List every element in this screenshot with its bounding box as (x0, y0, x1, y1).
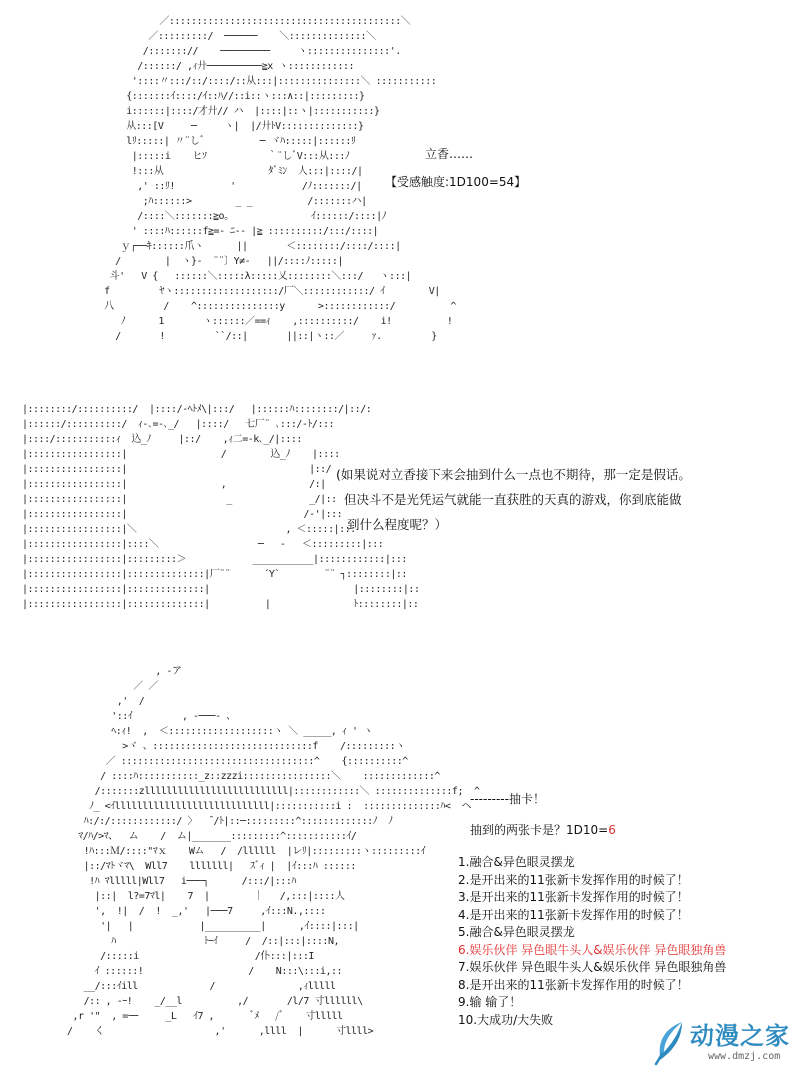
gacha-option: 4.是开出来的11张新卡发挥作用的时候了！ (458, 907, 689, 922)
ascii-art-panel-2: |::::::::/::::::::::/ |::::/-ﾍﾄﾒ\|:::/ |::::::ﾊ::::::::/|::/: |::::::/::::::::::/ ｨ-､=-､_/ |::::/ 七厂¨ ､:::/-ﾄ/::: |::::/:::::::::::ｨ 込_ﾉ |::/ ,ｨ二=-k､_/|:::: |:::::::::::::::::| / 込_ﾉ |:::: |:::::::::::::::::| |::/ |:::::::::::::::::| , /:| |:::::::::::::::::| _ _/|:: |:::::::::::::::::| /-'|::: |:::::::::::::::::|＼ , ＜:::::|::: |:::::::::::::::::|::::＼ ─ - ＜:::::::::|::: |:::::::::::::::::|:::::::::＞ ___________|::::::::::::|::: |:::::::::::::::::|::::::::::::::|厂¨¨ ´Y` ¨¨ ┐::::::::|:: |:::::::::::::::::|::::::::::::::| |::::::::|:: |:::::::::::::::::|::::::::::::::| | ﾄ::::::::|:: (22, 404, 420, 610)
dice-roll-line: 【受感触度:1D100=54】 (385, 175, 527, 189)
gacha-option: 5.融合&异色眼灵摆龙 (458, 925, 575, 939)
gacha-block (458, 790, 726, 1029)
feather-logo-icon (652, 1020, 688, 1066)
inner-monologue (336, 462, 691, 537)
gacha-option: 2.是开出来的11张新卡发挥作用的时候了！ (458, 872, 689, 887)
gacha-option: 7.娱乐伙伴 异色眼牛头人&娱乐伙伴 异色眼独角兽 (458, 960, 727, 974)
ascii-art-panel-3: , -ア ／ ／ ,' / '::ｲ , -───- 、 ﾍ:ｨ! , ＜:::::::::::::::::::ヽ ＼ _____, ｨ ' ヽ >ヾ 、:::::::::::::::::::::::::::::f /:::::::::ヽ ／ :::::::::::::::::::::::::::::::::::^ {::::::::::^ / ::::ﾊ:::::::::::_z::zzzi::::::::::::::::＼ :::::::::::::^ /:::::::zllllllllllllllllllllllllll|::::::::::::＼ ::::::::::::::f; ^ ﾉ_ <ｲllllllllllllllllllllllllllll|:::::::::::i : ::::::::::::::ﾊ< ヘ ﾊ:/:/::::::::::::/ 〉 ̄ /ﾄ|::─:::::::::^:::::::::::::ﾉ ﾉ ﾏ/ﾊ/>ﾏ、 ム / ム|_______:::::::::^:::::::::::ｲ/ !ﾊ:::Ｍ/::::"ﾏｘ Wム / /llllll |レﾘ|:::::::::ヽ:::::::::ｲ |::/ﾏﾄヾﾏ\ Wll7 lllllll| ｽﾞｨ | |ｲ:::ﾊ :::::: !ﾊ ﾏlllll|Wll7 i───┐ /:::/|:::ﾊ |::| l?=7ﾏl| 7 | ｜ /,:::|::::人 ', !| / ! _,' |───7 ,ｲ:::N.,:::: '| | |__________| ,ｲ::::|:::| ﾊ ﾄｰｲ / /::|:::|::::N, /:::::i /仆:::|:::I ｲ ::::::! / N:::\:::i,:: __/:::ｲill / ,ｨlllll /:: , -ｰ! _/__l ,/ /l/7 寸llllll\ ,r '" , =ｰ─ _L ｲ7 , ﾞﾒ /ﾞ 寸lllll / く ,' ,llll | 寸llll> (67, 666, 480, 1037)
caption-block-1 (385, 145, 527, 192)
gacha-question-text: 抽到的两张卡是？1D10= (470, 823, 609, 837)
gacha-option: 8.是开出来的11张新卡发挥作用的时候了！ (458, 977, 689, 992)
gacha-title: ---------抽卡！ (470, 792, 545, 806)
ascii-art-panel-1: ／::::::::::::::::::::::::::::::::::::::::::＼ ／:::::::::/ ────── ＼::::::::::::::＼ /:::::::// ───────── ヽ:::::::::::::::'. /::::::/ ,ｨ廾──────────≧x ヽ:::::::::::: '::::〃:::/::/::::/::从:::|:::::::::::::::＼ ::::::::::: {:::::::ｲ::::/ｲ::ﾊ//::i::ヽ:::∧::|:::::::::} i::::::|::::/才廾// ハ |::::|::ヽ|:::::::::::} 从:::[V ─ ヽ| |/廾ﾄV::::::::::::::} lﾘ:::::| 〃¨しﾞ ─ ヾﾊ:::::|::::::ﾘ |:::::i ヒｿ ｀¨しﾞV:::从:::ﾉ !:::从 ﾀﾞﾐﾝ 人:::|::::/| ,' ::ﾘ! ' /ﾉ:::::::/| ;ﾊ::::::> _ _ /:::::::ハ| /::::＼:::::::≧o。 ｲ::::::/::::|ﾉ ' ::::ﾊ::::::f≧=- ﾆ-- |≧ ::::::::::/:::/::::| ｙ┌──ｷ::::::爪ヽ || ＜::::::::/::::/::::| / | ヽ}- ¨¨〕Y≠- ||/::::ﾉ:::::| 斗' V { ::::::＼:::::λ:::::乂::::::::＼:::/ ヽ:::| f ﾔヽ:::::::::::::::::::/厂＼::::::::::::/ ｲ V| 八 / ^:::::::::::::::y >::::::::::::/ ^ ﾉ 1 ヽ::::::／==ｨ ,::::::::::/ i! ! / ! ``/::| ||::|ヽ::／ ｧ. } (104, 16, 456, 342)
monologue-line-2: 但决斗不是光凭运气就能一直获胜的天真的游戏，你到底能做 (344, 492, 682, 507)
gacha-option: 1.融合&异色眼灵摆龙 (458, 855, 575, 869)
watermark-url: www.dmzj.com (708, 1051, 781, 1062)
gacha-options-list (458, 854, 726, 1029)
speaker-line: 立香…… (425, 147, 474, 161)
gacha-roll-result: 6 (608, 823, 616, 837)
monologue-line-1: (如果说对立香接下来会抽到什么一点也不期待，那一定是假话。 (336, 467, 691, 482)
gacha-option: 10.大成功/大失败 (458, 1012, 554, 1027)
gacha-question (470, 821, 726, 840)
watermark-logo-text: 动漫之家 (690, 1022, 790, 1050)
gacha-option: 3.是开出来的11张新卡发挥作用的时候了！ (458, 890, 689, 904)
site-watermark (650, 1014, 795, 1070)
gacha-option: 6.娱乐伙伴 异色眼牛头人&娱乐伙伴 异色眼独角兽 (458, 942, 727, 957)
gacha-option: 9.输 输了！ (458, 995, 522, 1009)
monologue-line-3: 到什么程度呢？） (347, 517, 448, 532)
